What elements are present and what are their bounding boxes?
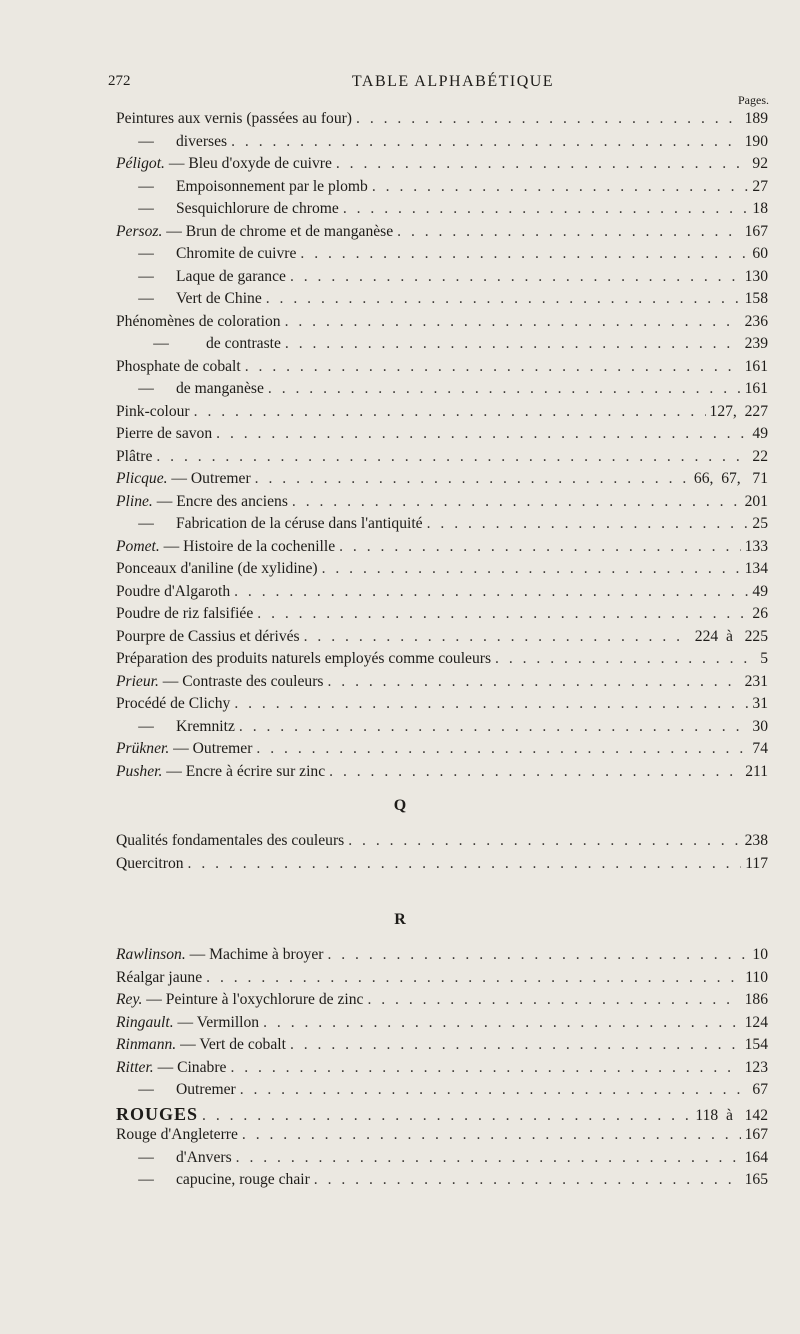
index-entry <box>116 403 768 425</box>
entry-author: Ringault. <box>116 1013 174 1031</box>
index-entry <box>116 1081 768 1103</box>
entry-pages: 30 <box>752 717 768 735</box>
entry-label: Vert de Chine <box>176 290 262 307</box>
entry-pages: 60 <box>752 245 768 262</box>
entry-label: Chromite de cuivre <box>176 245 297 262</box>
entry-text <box>116 403 190 421</box>
entry-author: Pline. <box>116 492 153 510</box>
entry-label: Pourpre de Cassius et dérivés <box>116 627 300 645</box>
section-letter-q: Q <box>393 797 407 814</box>
entry-label: Préparation des produits naturels employés comme couleurs <box>116 650 492 667</box>
entry-pages: 10 <box>752 946 768 963</box>
index-entry <box>116 1149 768 1171</box>
index-entry <box>116 380 768 402</box>
entry-text <box>116 1081 236 1099</box>
entry-label: — Vermillon <box>173 1013 260 1031</box>
leader-dots <box>234 583 748 601</box>
entry-text <box>116 425 212 443</box>
entry-pages: 211 <box>745 762 768 780</box>
repeat-dash: — <box>138 1081 154 1098</box>
leader-dots <box>236 1149 741 1167</box>
entry-text <box>116 1126 238 1144</box>
entry-pages: 27 <box>752 177 768 195</box>
entry-pages: 161 <box>744 380 768 397</box>
entry-text <box>116 155 332 173</box>
entry-label: Empoisonnement par le plomb <box>176 177 368 195</box>
entry-pages: 165 <box>744 1171 768 1188</box>
entry-text <box>116 268 286 286</box>
entry-pages: 158 <box>744 290 768 307</box>
entry-pages: 18 <box>752 200 768 217</box>
index-entry <box>116 178 768 200</box>
leader-dots <box>231 133 741 151</box>
entry-pages: 66, 67, 71 <box>693 470 768 487</box>
entry-pages: 92 <box>752 155 768 172</box>
entry-text <box>116 178 368 196</box>
entry-label: — Encre à écrire sur zinc <box>162 762 326 780</box>
entry-author: Péligot. <box>116 155 165 172</box>
leader-dots <box>268 380 741 398</box>
entry-text <box>116 313 281 331</box>
index-entry <box>116 695 768 717</box>
entry-author: Plicque. <box>116 470 168 487</box>
entry-text <box>116 605 253 623</box>
entry-label: — Cinabre <box>153 1058 227 1076</box>
entry-pages: 110 <box>745 968 768 986</box>
entry-text <box>116 560 318 578</box>
repeat-dash: — <box>138 245 154 262</box>
entry-label: — Outremer <box>169 740 253 757</box>
leader-dots <box>263 1014 741 1032</box>
leader-dots <box>427 515 749 533</box>
index-entry <box>116 335 768 357</box>
entry-label: Pierre de savon <box>116 425 213 442</box>
index-entry <box>116 133 768 155</box>
entry-pages: 164 <box>744 1148 768 1166</box>
leader-dots <box>255 470 690 488</box>
entry-label: — Histoire de la cochenille <box>159 537 336 555</box>
entry-text <box>116 245 296 263</box>
entry-text <box>116 1104 198 1125</box>
entry-label: — Peinture à l'oxychlorure de zinc <box>142 991 364 1008</box>
entry-text <box>116 763 325 781</box>
repeat-dash: — <box>153 335 169 352</box>
repeat-dash: — <box>138 515 154 532</box>
entry-text <box>116 1149 232 1167</box>
entry-pages: 124 <box>744 1013 768 1031</box>
index-entry <box>116 628 768 650</box>
entry-text <box>116 380 264 398</box>
entry-pages: 49 <box>752 582 768 600</box>
entry-label: Sesquichlorure de chrome <box>176 200 339 217</box>
pages-column-label: Pages. <box>738 93 769 107</box>
entry-text <box>116 290 262 308</box>
section-letter-r: R <box>394 911 406 928</box>
repeat-dash: — <box>138 380 154 397</box>
entry-pages: 133 <box>744 537 768 555</box>
entry-label: d'Anvers <box>176 1148 232 1166</box>
entry-text <box>116 650 491 668</box>
entry-text <box>116 200 339 218</box>
repeat-dash: — <box>138 1148 154 1166</box>
leader-dots <box>327 946 748 964</box>
entry-author: Rawlinson. <box>116 946 186 963</box>
entry-pages: 239 <box>744 335 768 352</box>
leader-dots <box>372 178 749 196</box>
entry-label: Phosphate de cobalt <box>116 357 241 375</box>
entry-pages: 224 à 225 <box>694 627 768 645</box>
entry-label: — Vert de cobalt <box>176 1036 286 1053</box>
entry-label: — Machime à broyer <box>185 946 324 963</box>
index-entry <box>116 493 768 515</box>
leader-dots <box>216 425 748 443</box>
index-entry <box>116 855 768 877</box>
leader-dots <box>242 1126 741 1144</box>
index-entry <box>116 290 768 312</box>
index-entry <box>116 969 768 991</box>
leader-dots <box>245 358 741 376</box>
entry-label: Plâtre <box>116 447 153 465</box>
entry-label: — Outremer <box>167 470 251 487</box>
repeat-dash: — <box>138 717 154 735</box>
leader-dots <box>300 245 748 263</box>
entry-pages: 123 <box>744 1058 768 1076</box>
index-entry <box>116 515 768 537</box>
index-entry <box>116 763 768 785</box>
entry-label: Réalgar jaune <box>116 968 203 986</box>
entry-text <box>116 740 252 758</box>
entry-pages: 167 <box>744 222 768 240</box>
entry-label: Ponceaux d'aniline (de xylidine) <box>116 560 318 577</box>
repeat-dash: — <box>138 132 154 150</box>
leader-dots <box>327 673 740 691</box>
entry-text <box>116 628 300 646</box>
entry-text <box>116 1036 286 1054</box>
index-entry <box>116 560 768 582</box>
page-header <box>108 73 768 97</box>
leader-dots <box>256 740 748 758</box>
index-entry <box>116 425 768 447</box>
leader-dots <box>348 832 740 850</box>
entry-label: Procédé de Clichy <box>116 695 231 712</box>
leader-dots <box>194 403 706 421</box>
index-entry <box>116 718 768 740</box>
page-number: 272 <box>108 73 131 89</box>
index-entry <box>116 110 768 132</box>
leader-dots <box>290 1036 741 1054</box>
entry-label: — Bleu d'oxyde de cuivre <box>164 155 332 172</box>
leader-dots <box>322 560 741 578</box>
index-entry <box>116 832 768 854</box>
leader-dots <box>339 538 740 556</box>
entry-text <box>116 1171 310 1189</box>
entry-pages: 22 <box>752 447 768 465</box>
leader-dots <box>188 855 742 873</box>
entry-pages: 161 <box>744 357 768 375</box>
leader-dots <box>495 650 756 668</box>
entry-text <box>116 515 423 533</box>
leader-dots <box>397 223 740 241</box>
entry-label: — Contraste des couleurs <box>158 672 324 690</box>
entry-label: Qualités fondamentales des couleurs <box>116 832 345 849</box>
index-entry <box>116 1059 768 1081</box>
entry-author: Persoz. <box>116 222 163 240</box>
index-entry <box>116 268 768 290</box>
entry-text <box>116 470 251 488</box>
leader-dots <box>343 200 749 218</box>
entry-author: Pomet. <box>116 537 160 555</box>
entry-label: diverses <box>176 132 228 150</box>
entry-text <box>116 969 202 987</box>
entry-label: Phénomènes de coloration <box>116 312 281 330</box>
index-entry <box>116 946 768 968</box>
entry-pages: 201 <box>744 492 768 510</box>
repeat-dash: — <box>138 177 154 195</box>
index-entry <box>116 223 768 245</box>
entry-text <box>116 1014 259 1032</box>
entry-text <box>116 448 152 466</box>
index-entry <box>116 200 768 222</box>
leader-dots <box>356 110 741 128</box>
index-entry <box>116 605 768 627</box>
entry-pages: 67 <box>752 1081 768 1098</box>
entry-author: Rey. <box>116 991 143 1008</box>
leader-dots <box>266 290 741 308</box>
leader-dots <box>285 313 741 331</box>
index-entry <box>116 358 768 380</box>
leader-dots <box>292 493 741 511</box>
index-entry <box>116 650 768 672</box>
entry-pages: 134 <box>744 560 768 577</box>
entry-label: Peintures aux vernis (passées au four) <box>116 110 353 127</box>
index-entry <box>116 1104 768 1126</box>
entry-text <box>116 946 323 964</box>
index-entry <box>116 313 768 335</box>
leader-dots <box>239 718 749 736</box>
entry-label: ROUGES <box>116 1103 199 1124</box>
entry-pages: 26 <box>752 605 768 622</box>
entry-pages: 74 <box>752 740 768 757</box>
index-entry <box>116 740 768 762</box>
leader-dots <box>202 1107 691 1125</box>
entry-author: Rinmann. <box>116 1036 177 1053</box>
entry-pages: 117 <box>745 854 768 872</box>
repeat-dash: — <box>138 1171 154 1188</box>
leader-dots <box>314 1171 741 1189</box>
entry-author: Prieur. <box>116 672 159 690</box>
entry-label: Rouge d'Angleterre <box>116 1126 238 1143</box>
entry-pages: 118 à 142 <box>695 1106 768 1124</box>
leader-dots <box>234 695 748 713</box>
leader-dots <box>156 448 748 466</box>
entry-pages: 236 <box>744 312 768 330</box>
entry-author: Ritter. <box>116 1058 154 1076</box>
entry-text <box>116 673 323 691</box>
entry-pages: 190 <box>744 132 768 150</box>
leader-dots <box>257 605 748 623</box>
leader-dots <box>336 155 749 173</box>
entry-text <box>116 110 352 128</box>
entry-text <box>116 538 335 556</box>
repeat-dash: — <box>138 290 154 307</box>
entry-pages: 127, 227 <box>709 402 768 420</box>
entry-pages: 189 <box>744 110 768 127</box>
entry-label: — Encre des anciens <box>152 492 288 510</box>
entry-text <box>116 718 235 736</box>
index-entry <box>116 470 768 492</box>
leader-dots <box>304 628 691 646</box>
index-entry <box>116 155 768 177</box>
entry-text <box>116 991 363 1009</box>
entry-text <box>116 358 241 376</box>
entry-pages: 154 <box>744 1036 768 1053</box>
entry-pages: 186 <box>744 991 768 1008</box>
entry-label: Fabrication de la céruse dans l'antiquité <box>176 515 423 532</box>
entry-text <box>116 223 393 241</box>
entry-text <box>116 855 184 873</box>
leader-dots <box>285 335 741 353</box>
entry-pages: 25 <box>752 515 768 532</box>
entry-text <box>116 583 230 601</box>
leader-dots <box>329 763 741 781</box>
index-entry <box>116 1171 768 1193</box>
leader-dots <box>206 969 741 987</box>
entry-pages: 238 <box>744 832 768 849</box>
entry-label: Outremer <box>176 1081 236 1098</box>
entry-label: de contraste <box>206 335 281 352</box>
index-entry <box>116 1036 768 1058</box>
repeat-dash: — <box>138 267 154 285</box>
entry-pages: 31 <box>752 695 768 712</box>
running-title: TABLE ALPHABÉTIQUE <box>351 73 555 90</box>
entry-text <box>116 335 281 353</box>
entry-text <box>116 493 288 511</box>
entry-text <box>116 695 230 713</box>
index-entry <box>116 1014 768 1036</box>
index-entry <box>116 538 768 560</box>
entry-label: de manganèse <box>176 380 264 397</box>
entry-label: Poudre de riz falsifiée <box>116 605 254 622</box>
entry-pages: 5 <box>760 650 768 667</box>
entry-text <box>116 133 227 151</box>
entry-label: Kremnitz <box>176 717 235 735</box>
entry-label: Pink-colour <box>116 402 190 420</box>
leader-dots <box>367 991 740 1009</box>
index-entry <box>116 448 768 470</box>
index-entry <box>116 991 768 1013</box>
entry-label: Laque de garance <box>176 267 286 285</box>
entry-text <box>116 832 344 850</box>
leader-dots <box>240 1081 749 1099</box>
entry-label: capucine, rouge chair <box>176 1171 310 1188</box>
index-entry <box>116 583 768 605</box>
index-entry <box>116 673 768 695</box>
entry-pages: 167 <box>744 1126 768 1143</box>
entry-label: — Brun de chrome et de manganèse <box>162 222 394 240</box>
leader-dots <box>290 268 741 286</box>
entry-pages: 231 <box>744 672 768 690</box>
repeat-dash: — <box>138 200 154 217</box>
index-entry <box>116 1126 768 1148</box>
entry-text <box>116 1059 226 1077</box>
index-entry <box>116 245 768 267</box>
leader-dots <box>230 1059 740 1077</box>
entry-pages: 49 <box>752 425 768 442</box>
entry-label: Poudre d'Algaroth <box>116 582 231 600</box>
entry-pages: 130 <box>744 267 768 285</box>
entry-label: Quercitron <box>116 854 184 872</box>
entry-author: Pusher. <box>116 762 163 780</box>
entry-author: Prükner. <box>116 740 170 757</box>
